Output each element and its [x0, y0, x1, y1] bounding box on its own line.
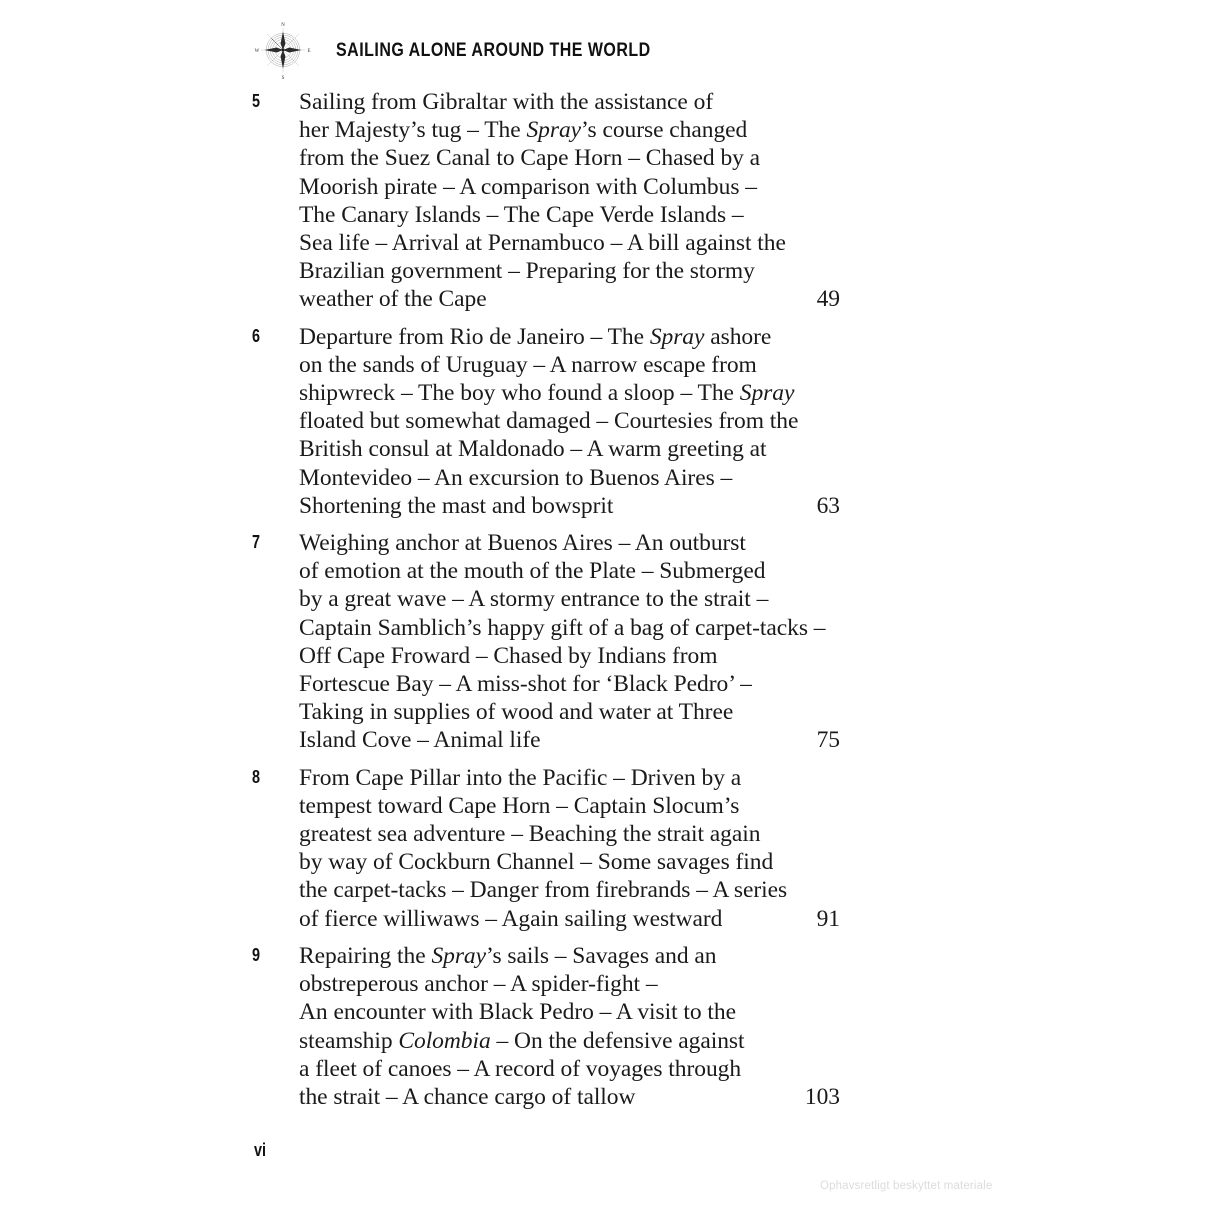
- text-run: the carpet-tacks – Danger from firebrands – A series: [299, 877, 788, 904]
- text-run: ’s sails – Savages and an: [486, 942, 717, 969]
- running-header: [252, 18, 720, 82]
- italic-title: Spray: [526, 117, 582, 144]
- text-run: on the sands of Uruguay – A narrow escape from: [299, 351, 757, 378]
- compass-rose-icon: [252, 19, 314, 81]
- text-run: ashore: [704, 323, 772, 350]
- text-run: Repairing the: [299, 942, 432, 969]
- toc-line: [299, 614, 839, 642]
- toc-line: [299, 764, 839, 792]
- toc-line: [299, 173, 839, 201]
- text-run: The Canary Islands – The Cape Verde Islands –: [299, 201, 744, 228]
- text-run: of emotion at the mouth of the Plate – Submerged: [299, 558, 766, 585]
- entry-body: [299, 942, 839, 1111]
- text-run: Island Cove – Animal life: [299, 727, 541, 754]
- entry-page-number: 103: [804, 1083, 840, 1110]
- text-run: – On the defensive against: [490, 1027, 745, 1054]
- toc-line: [299, 257, 839, 285]
- text-run: ’s course changed: [581, 117, 748, 144]
- chapter-number: 5: [252, 91, 261, 111]
- toc-line: [299, 88, 839, 116]
- compass-label-east: E: [307, 48, 311, 54]
- toc-line: [299, 998, 839, 1026]
- toc-line: [299, 670, 839, 698]
- toc-line: [299, 529, 839, 557]
- text-run: Captain Samblich’s happy gift of a bag of carpet-tacks –: [299, 614, 826, 641]
- text-run: floated but somewhat damaged – Courtesies from the: [299, 408, 799, 435]
- toc-line: [299, 323, 839, 351]
- toc-line: [299, 492, 839, 520]
- text-run: of fierce williwaws – Again sailing westward: [299, 905, 723, 932]
- toc-line: [299, 585, 839, 613]
- text-run: weather of the Cape: [299, 286, 487, 313]
- text-run: Departure from Rio de Janeiro – The: [299, 323, 650, 350]
- text-run: from the Suez Canal to Cape Horn – Chased by a: [299, 145, 761, 172]
- toc-line: [299, 229, 839, 257]
- compass-label-west: W: [254, 48, 260, 54]
- text-run: Sailing from Gibraltar with the assistance of: [299, 89, 714, 115]
- chapter-number: 7: [252, 532, 261, 553]
- toc-line: [299, 285, 839, 313]
- toc-line: [299, 1055, 839, 1083]
- text-run: From Cape Pillar into the Pacific – Driven by a: [299, 764, 742, 791]
- text-run: shipwreck – The boy who found a sloop – The: [299, 380, 740, 407]
- toc-line: [299, 435, 839, 463]
- entry-body: [299, 88, 839, 314]
- text-run: tempest toward Cape Horn – Captain Slocum’s: [299, 792, 740, 819]
- toc-line: [299, 726, 839, 754]
- toc-line: [299, 464, 839, 492]
- toc-entry[interactable]: [0, 942, 1214, 1111]
- text-run: by a great wave – A stormy entrance to the strait –: [299, 586, 769, 613]
- toc-line: [299, 407, 839, 435]
- toc-line: [299, 848, 839, 876]
- toc-line: [299, 144, 839, 172]
- text-run: Fortescue Bay – A miss-shot for ‘Black Pedro’ –: [299, 671, 752, 698]
- toc-line: [299, 642, 839, 670]
- text-run: Brazilian government – Preparing for the stormy: [299, 258, 755, 285]
- text-run: Weighing anchor at Buenos Aires – An outburst: [299, 530, 746, 557]
- italic-title: Spray: [739, 380, 795, 407]
- toc-line: [299, 201, 839, 229]
- text-run: greatest sea adventure – Beaching the strait again: [299, 821, 761, 848]
- chapter-number: 9: [252, 944, 261, 965]
- chapter-number: 8: [252, 766, 261, 787]
- text-run: Montevideo – An excursion to Buenos Aires –: [299, 464, 733, 491]
- text-run: Taking in supplies of wood and water at Three: [299, 699, 734, 726]
- text-run: the strait – A chance cargo of tallow: [299, 1083, 636, 1110]
- toc-line: [299, 792, 839, 820]
- entry-page-number: 91: [816, 905, 840, 932]
- text-run: obstreperous anchor – A spider-fight –: [299, 971, 658, 998]
- entry-page-number: 63: [816, 492, 840, 519]
- toc-line: [299, 820, 839, 848]
- compass-label-south: S: [281, 76, 285, 81]
- toc-entry[interactable]: [0, 764, 1214, 933]
- text-run: An encounter with Black Pedro – A visit to the: [299, 999, 736, 1026]
- toc-entry[interactable]: [0, 323, 1214, 520]
- text-run: her Majesty’s tug – The: [299, 117, 527, 144]
- text-run: Shortening the mast and bowsprit: [299, 492, 614, 519]
- book-title: SAILING ALONE AROUND THE WORLD: [336, 38, 651, 61]
- text-run: Moorish pirate – A comparison with Columbus –: [299, 173, 757, 200]
- page-folio: vi: [254, 1140, 267, 1160]
- text-run: Off Cape Froward – Chased by Indians from: [299, 642, 718, 669]
- toc-entry[interactable]: [0, 529, 1214, 755]
- text-run: by way of Cockburn Channel – Some savages find: [299, 849, 774, 876]
- entry-body: [299, 529, 839, 755]
- text-run: Sea life – Arrival at Pernambuco – A bill against the: [299, 230, 786, 257]
- table-of-contents: [0, 88, 1214, 1120]
- text-run: a fleet of canoes – A record of voyages through: [299, 1055, 742, 1082]
- italic-title: Spray: [431, 942, 487, 969]
- toc-line: [299, 379, 839, 407]
- chapter-number: 6: [252, 325, 261, 346]
- toc-line: [299, 1083, 839, 1111]
- toc-line: [299, 1027, 839, 1055]
- entry-body: [299, 764, 839, 933]
- entry-body: [299, 323, 839, 520]
- toc-line: [299, 876, 839, 904]
- toc-line: [299, 698, 839, 726]
- compass-label-north: N: [281, 22, 285, 28]
- entry-page-number: 49: [816, 286, 840, 313]
- toc-entry[interactable]: [0, 88, 1214, 314]
- italic-title: Spray: [649, 323, 705, 350]
- italic-title: Colombia: [398, 1027, 491, 1054]
- toc-line: [299, 557, 839, 585]
- toc-line: [299, 905, 839, 933]
- entry-page-number: 75: [816, 727, 840, 754]
- toc-line: [299, 970, 839, 998]
- toc-line: [299, 351, 839, 379]
- toc-line: [299, 116, 839, 144]
- text-run: British consul at Maldonado – A warm greeting at: [299, 436, 767, 463]
- copyright-watermark: Ophavsretligt beskyttet materiale: [820, 1180, 993, 1192]
- toc-line: [299, 942, 839, 970]
- text-run: steamship: [299, 1027, 399, 1054]
